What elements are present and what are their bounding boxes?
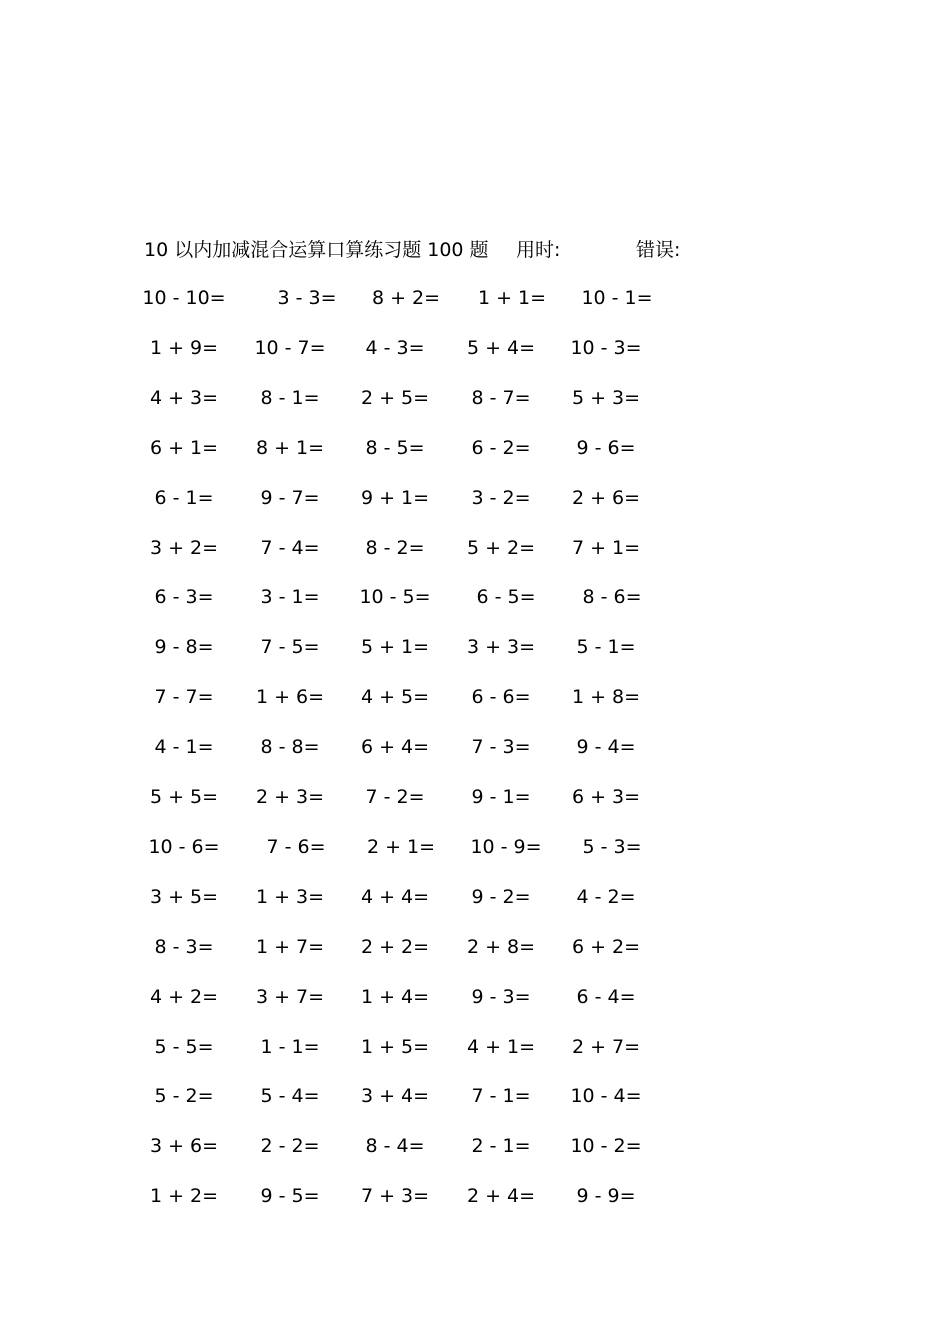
problem-r1-c4: 1 + 1= [477, 287, 547, 309]
problem-r17-c2: 5 - 4= [260, 1085, 320, 1107]
problem-r18-c4: 2 - 1= [471, 1135, 531, 1157]
problem-r5-c5: 2 + 6= [571, 487, 641, 509]
problem-r11-c4: 9 - 1= [471, 786, 531, 808]
problem-r17-c1: 5 - 2= [154, 1085, 214, 1107]
problem-r17-c5: 10 - 4= [570, 1085, 642, 1107]
problem-r9-c5: 1 + 8= [571, 686, 641, 708]
problem-r19-c2: 9 - 5= [260, 1185, 320, 1207]
problem-r9-c2: 1 + 6= [255, 686, 325, 708]
problem-r7-c5: 8 - 6= [582, 586, 642, 608]
problem-r19-c4: 2 + 4= [466, 1185, 536, 1207]
problem-r13-c5: 4 - 2= [576, 886, 636, 908]
problem-r18-c5: 10 - 2= [570, 1135, 642, 1157]
problem-r19-c1: 1 + 2= [149, 1185, 219, 1207]
problem-r9-c4: 6 - 6= [471, 686, 531, 708]
problem-r9-c3: 4 + 5= [360, 686, 430, 708]
problem-r10-c1: 4 - 1= [154, 736, 214, 758]
problem-r13-c4: 9 - 2= [471, 886, 531, 908]
problem-r8-c2: 7 - 5= [260, 636, 320, 658]
problem-r6-c1: 3 + 2= [149, 537, 219, 559]
problem-r16-c1: 5 - 5= [154, 1036, 214, 1058]
problem-r4-c3: 8 - 5= [365, 437, 425, 459]
problem-r11-c1: 5 + 5= [149, 786, 219, 808]
problem-r8-c5: 5 - 1= [576, 636, 636, 658]
problem-r4-c5: 9 - 6= [576, 437, 636, 459]
problem-r18-c1: 3 + 6= [149, 1135, 219, 1157]
problem-r8-c4: 3 + 3= [466, 636, 536, 658]
problem-r8-c3: 5 + 1= [360, 636, 430, 658]
problem-r8-c1: 9 - 8= [154, 636, 214, 658]
problem-r12-c4: 10 - 9= [470, 836, 542, 858]
problem-r16-c5: 2 + 7= [571, 1036, 641, 1058]
time-used-label: 用时: [516, 239, 561, 261]
problem-r14-c4: 2 + 8= [466, 936, 536, 958]
problem-r6-c4: 5 + 2= [466, 537, 536, 559]
problem-r3-c4: 8 - 7= [471, 387, 531, 409]
problem-r15-c2: 3 + 7= [255, 986, 325, 1008]
problem-r17-c3: 3 + 4= [360, 1085, 430, 1107]
problem-r16-c4: 4 + 1= [466, 1036, 536, 1058]
problem-r18-c3: 8 - 4= [365, 1135, 425, 1157]
problem-r11-c3: 7 - 2= [365, 786, 425, 808]
problem-r12-c1: 10 - 6= [148, 836, 220, 858]
problem-r5-c3: 9 + 1= [360, 487, 430, 509]
problem-r6-c3: 8 - 2= [365, 537, 425, 559]
problem-r13-c3: 4 + 4= [360, 886, 430, 908]
problem-r3-c2: 8 - 1= [260, 387, 320, 409]
problem-r17-c4: 7 - 1= [471, 1085, 531, 1107]
problem-r5-c1: 6 - 1= [154, 487, 214, 509]
problem-r15-c4: 9 - 3= [471, 986, 531, 1008]
problem-r11-c5: 6 + 3= [571, 786, 641, 808]
problem-r5-c4: 3 - 2= [471, 487, 531, 509]
problem-r9-c1: 7 - 7= [154, 686, 214, 708]
problem-r1-c5: 10 - 1= [581, 287, 653, 309]
problem-r16-c3: 1 + 5= [360, 1036, 430, 1058]
problem-r15-c1: 4 + 2= [149, 986, 219, 1008]
problem-r4-c1: 6 + 1= [149, 437, 219, 459]
problem-r3-c5: 5 + 3= [571, 387, 641, 409]
problem-r16-c2: 1 - 1= [260, 1036, 320, 1058]
problem-r1-c1: 10 - 10= [142, 287, 226, 309]
problem-r10-c4: 7 - 3= [471, 736, 531, 758]
problem-r12-c2: 7 - 6= [266, 836, 326, 858]
problem-r12-c5: 5 - 3= [582, 836, 642, 858]
problem-r3-c3: 2 + 5= [360, 387, 430, 409]
problem-r15-c5: 6 - 4= [576, 986, 636, 1008]
problem-r3-c1: 4 + 3= [149, 387, 219, 409]
problem-r2-c1: 1 + 9= [149, 337, 219, 359]
problem-r2-c5: 10 - 3= [570, 337, 642, 359]
problem-r18-c2: 2 - 2= [260, 1135, 320, 1157]
problem-r10-c3: 6 + 4= [360, 736, 430, 758]
problem-r10-c2: 8 - 8= [260, 736, 320, 758]
problem-r15-c3: 1 + 4= [360, 986, 430, 1008]
problem-r10-c5: 9 - 4= [576, 736, 636, 758]
problem-r1-c3: 8 + 2= [371, 287, 441, 309]
problem-r6-c2: 7 - 4= [260, 537, 320, 559]
errors-label: 错误: [636, 239, 681, 261]
problem-r19-c3: 7 + 3= [360, 1185, 430, 1207]
problem-r14-c1: 8 - 3= [154, 936, 214, 958]
problem-r4-c4: 6 - 2= [471, 437, 531, 459]
problem-r2-c2: 10 - 7= [254, 337, 326, 359]
problem-r7-c2: 3 - 1= [260, 586, 320, 608]
problem-r2-c4: 5 + 4= [466, 337, 536, 359]
problem-r6-c5: 7 + 1= [571, 537, 641, 559]
problem-r14-c2: 1 + 7= [255, 936, 325, 958]
problem-r4-c2: 8 + 1= [255, 437, 325, 459]
worksheet-title: 10 以内加减混合运算口算练习题 100 题 [144, 239, 489, 261]
problem-r14-c3: 2 + 2= [360, 936, 430, 958]
problem-r7-c3: 10 - 5= [359, 586, 431, 608]
problem-r2-c3: 4 - 3= [365, 337, 425, 359]
problem-r19-c5: 9 - 9= [576, 1185, 636, 1207]
problem-r5-c2: 9 - 7= [260, 487, 320, 509]
problem-r7-c4: 6 - 5= [476, 586, 536, 608]
problem-r13-c2: 1 + 3= [255, 886, 325, 908]
problem-r14-c5: 6 + 2= [571, 936, 641, 958]
problem-r7-c1: 6 - 3= [154, 586, 214, 608]
problem-r11-c2: 2 + 3= [255, 786, 325, 808]
problem-r1-c2: 3 - 3= [277, 287, 337, 309]
problem-r13-c1: 3 + 5= [149, 886, 219, 908]
problem-r12-c3: 2 + 1= [366, 836, 436, 858]
